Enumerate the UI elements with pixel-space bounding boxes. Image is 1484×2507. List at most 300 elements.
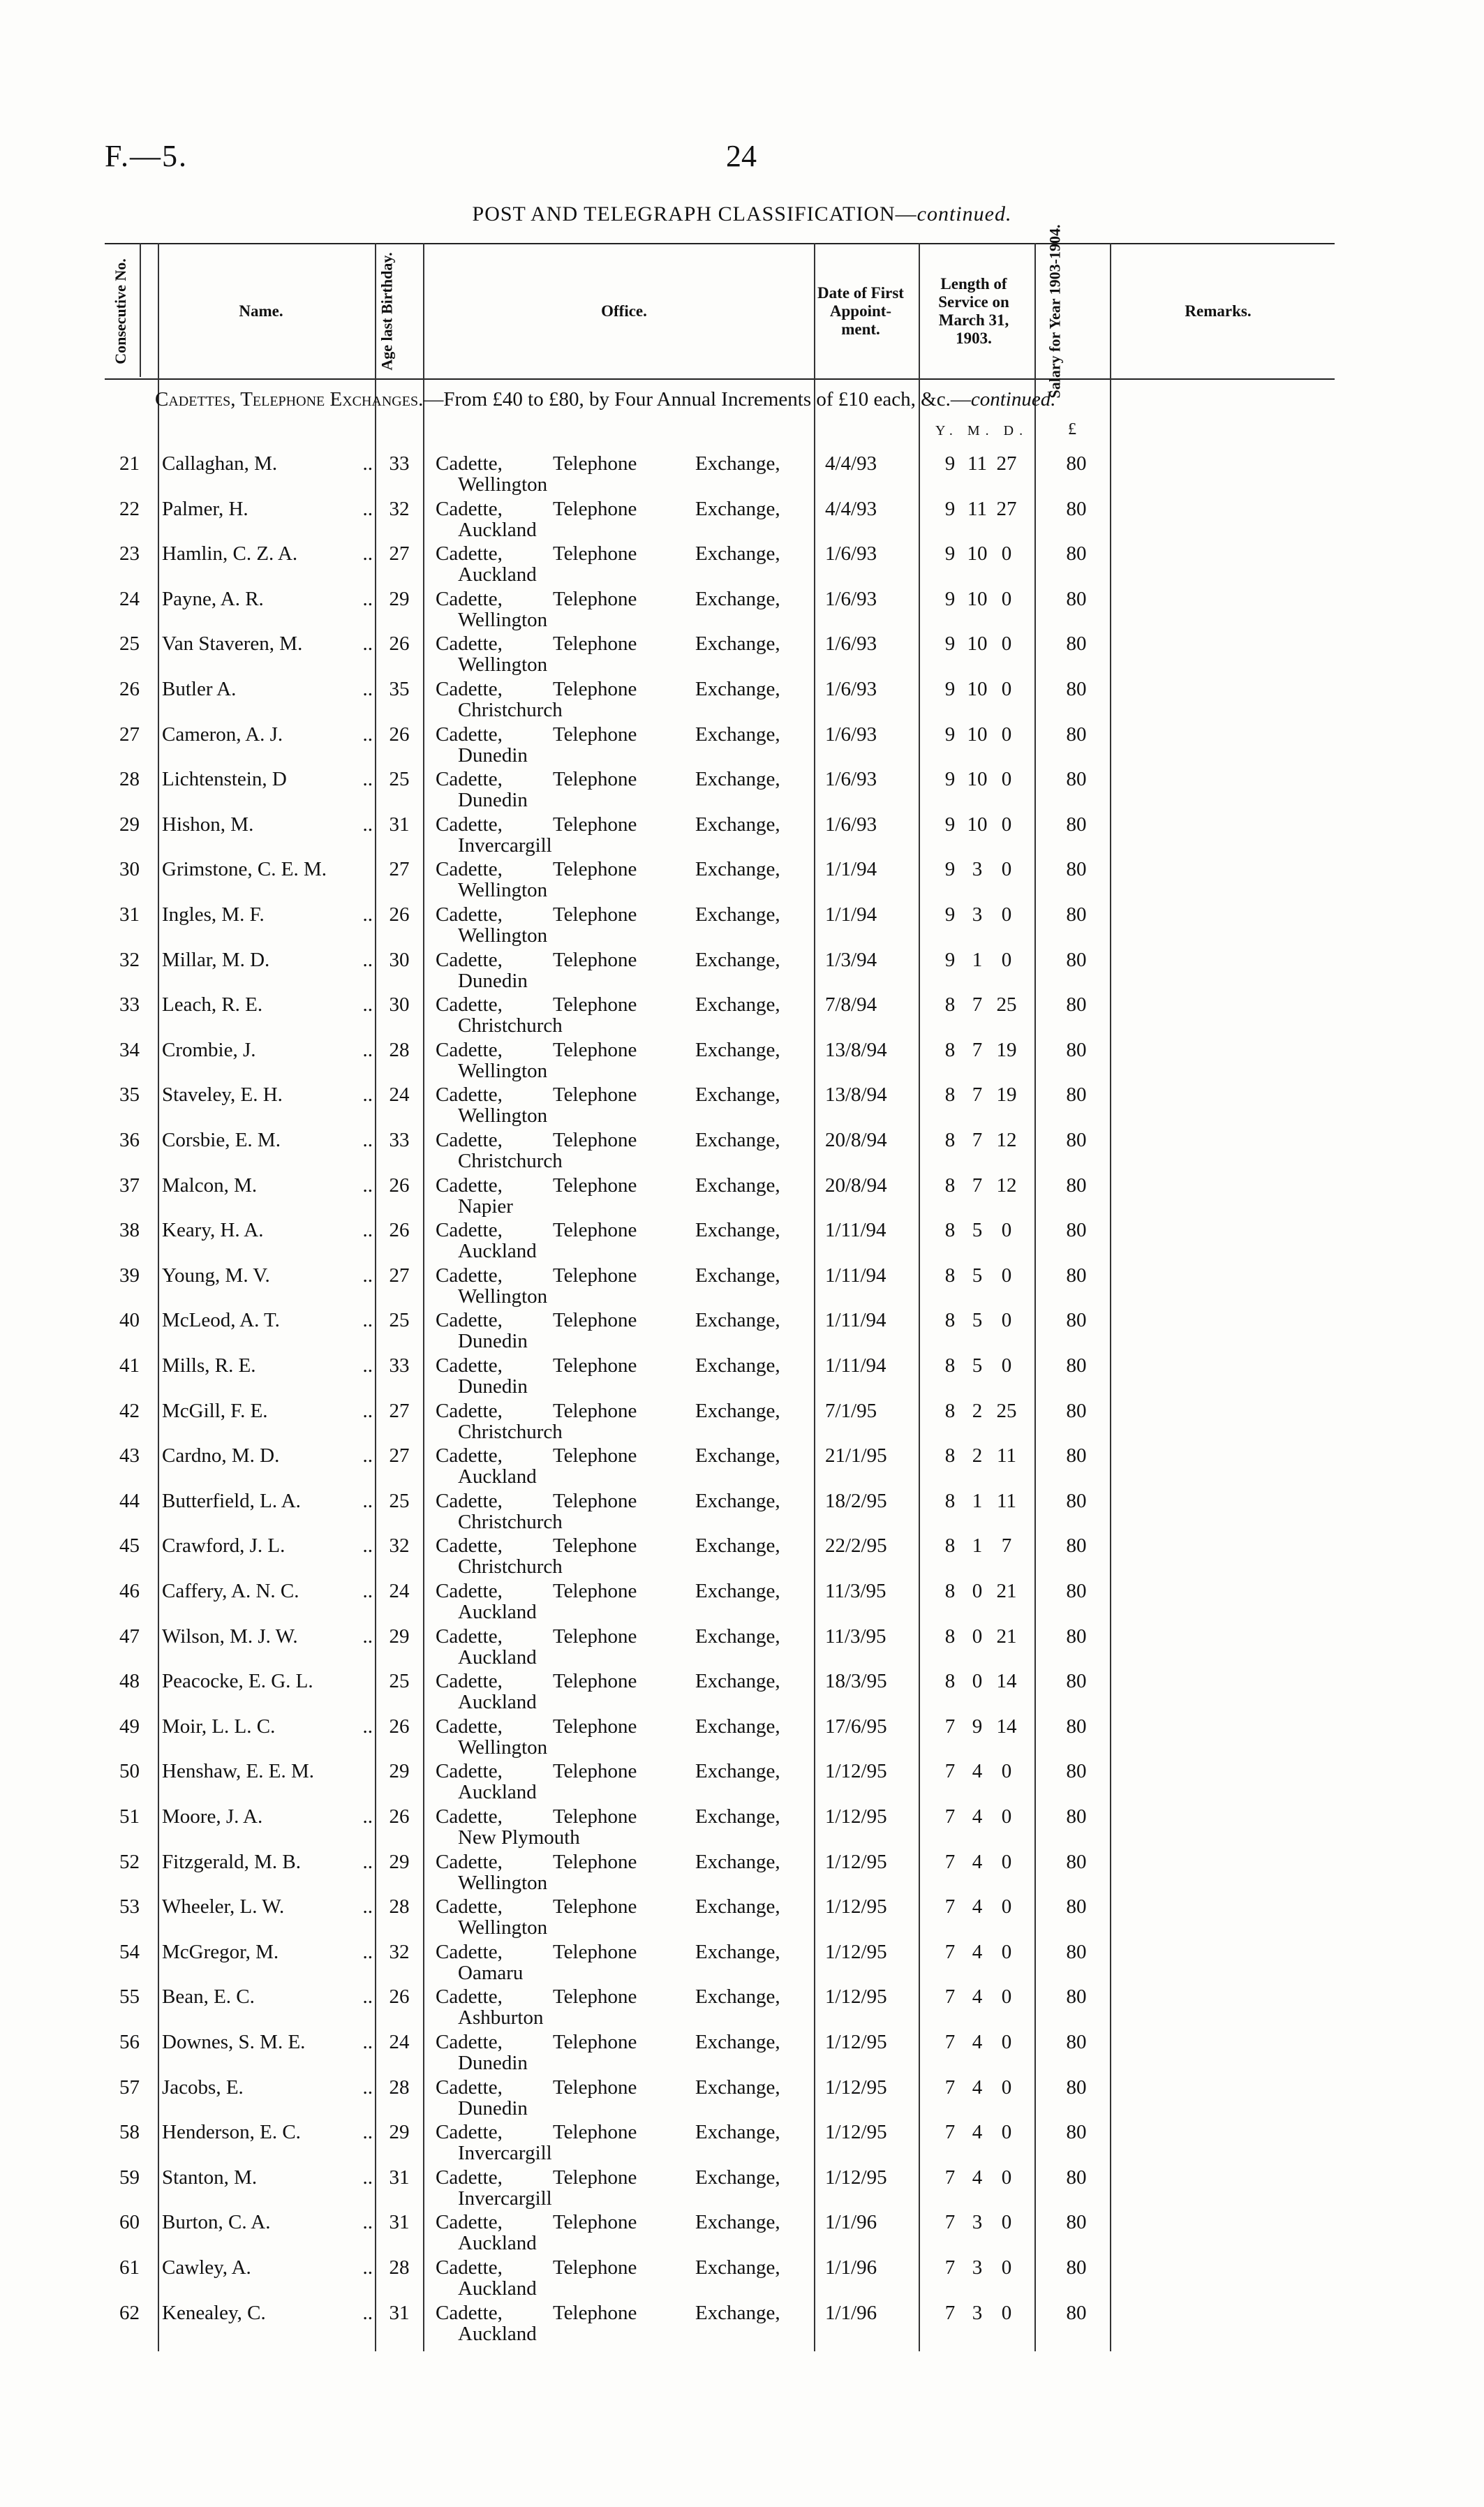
service-days: 0	[1001, 2256, 1012, 2279]
employee-name: Stanton, M.	[162, 2166, 258, 2189]
appointment-date: 1/1/94	[825, 858, 877, 881]
office-word: Exchange,	[695, 1354, 780, 1377]
office-word: Exchange,	[695, 2031, 780, 2053]
salary: 80	[1066, 1985, 1087, 2009]
employee-name: Wheeler, L. W.	[162, 1895, 285, 1918]
section-heading	[155, 388, 1055, 411]
leader-dots: ..	[362, 1038, 373, 1061]
service-years: 9	[944, 903, 956, 926]
row-number: 39	[119, 1264, 140, 1287]
age: 26	[389, 723, 410, 746]
service-months: 5	[972, 1354, 983, 1377]
employee-name: Downes, S. M. E.	[162, 2031, 306, 2053]
service-days: 0	[1001, 1850, 1012, 1873]
office-city: Wellington	[458, 924, 548, 947]
service-years: 8	[944, 1354, 956, 1377]
salary: 80	[1066, 1399, 1087, 1422]
service-days: 21	[996, 1580, 1017, 1602]
row-number: 37	[119, 1174, 140, 1197]
office-word: Exchange,	[695, 452, 780, 475]
office-word: Telephone	[553, 587, 637, 610]
service-days: 0	[1001, 1760, 1012, 1783]
age: 24	[389, 1580, 410, 1602]
salary: 80	[1066, 1174, 1087, 1197]
table-row	[0, 1851, 1484, 1895]
employee-name: Butler A.	[162, 678, 237, 700]
service-years: 9	[944, 678, 956, 700]
service-days: 0	[1001, 1895, 1012, 1918]
office-city: Auckland	[458, 1691, 537, 1714]
employee-name: Cardno, M. D.	[162, 1444, 280, 1467]
row-number: 58	[119, 2121, 140, 2144]
employee-name: Caffery, A. N. C.	[162, 1580, 299, 1602]
leader-dots: ..	[362, 2031, 373, 2053]
service-days: 0	[1001, 858, 1012, 881]
office-city: Wellington	[458, 1736, 548, 1759]
row-number: 42	[119, 1399, 140, 1422]
office-word: Exchange,	[695, 768, 780, 791]
row-number: 54	[119, 1940, 140, 1963]
service-months: 5	[972, 1309, 983, 1332]
office-word: Exchange,	[695, 1219, 780, 1242]
service-years: 7	[944, 2301, 956, 2324]
office-word: Cadette,	[436, 1534, 503, 1558]
row-number: 55	[119, 1985, 140, 2009]
service-days: 0	[1001, 587, 1012, 610]
row-number: 38	[119, 1219, 140, 1242]
row-number: 29	[119, 813, 140, 836]
office-city: Dunedin	[458, 744, 528, 767]
leader-dots: ..	[362, 1534, 373, 1558]
service-years: 7	[944, 1895, 956, 1918]
service-months: 4	[972, 2166, 983, 2189]
service-months: 10	[967, 723, 988, 746]
service-years: 8	[944, 1309, 956, 1332]
office-word: Cadette,	[436, 1354, 503, 1377]
age: 26	[389, 1715, 410, 1738]
appointment-date: 1/12/95	[825, 1805, 887, 1828]
salary: 80	[1066, 633, 1087, 656]
employee-name: Keary, H. A.	[162, 1219, 264, 1242]
service-years: 8	[944, 1444, 956, 1467]
office-city: Wellington	[458, 1059, 548, 1082]
leader-dots: ..	[362, 1580, 373, 1602]
office-city: Christchurch	[458, 1555, 563, 1578]
office-word: Telephone	[553, 1084, 637, 1107]
service-days: 0	[1001, 2301, 1012, 2324]
age: 30	[389, 948, 410, 971]
table-row	[0, 1985, 1484, 2030]
office-city: Christchurch	[458, 1510, 563, 1533]
service-months: 1	[972, 948, 983, 971]
leader-dots: ..	[362, 1219, 373, 1242]
office-city: Auckland	[458, 563, 537, 586]
salary: 80	[1066, 948, 1087, 971]
office-word: Cadette,	[436, 2301, 503, 2324]
office-word: Telephone	[553, 1760, 637, 1783]
age: 30	[389, 993, 410, 1016]
page-title	[0, 202, 1484, 226]
service-months: 10	[967, 678, 988, 700]
table-row	[0, 1490, 1484, 1534]
appointment-date: 4/4/93	[825, 452, 877, 475]
header-office: Office.	[601, 302, 647, 320]
office-word: Telephone	[553, 1895, 637, 1918]
appointment-date: 1/6/93	[825, 723, 877, 746]
office-word: Exchange,	[695, 542, 780, 565]
salary: 80	[1066, 2076, 1087, 2099]
row-number: 25	[119, 633, 140, 656]
appointment-date: 1/12/95	[825, 1850, 887, 1873]
office-word: Cadette,	[436, 2031, 503, 2053]
table-row	[0, 2076, 1484, 2121]
age: 24	[389, 1084, 410, 1107]
office-city: Invercargill	[458, 2142, 552, 2165]
salary: 80	[1066, 1129, 1087, 1151]
office-word: Cadette,	[436, 1760, 503, 1783]
table-row	[0, 2211, 1484, 2256]
salary: 80	[1066, 1625, 1087, 1648]
salary: 80	[1066, 1219, 1087, 1242]
service-months: 4	[972, 2121, 983, 2144]
office-word: Telephone	[553, 1174, 637, 1197]
appointment-date: 20/8/94	[825, 1129, 887, 1151]
service-months: 11	[967, 452, 987, 475]
appointment-date: 18/2/95	[825, 1489, 887, 1512]
service-days: 0	[1001, 768, 1012, 791]
office-word: Exchange,	[695, 993, 780, 1016]
service-days: 21	[996, 1625, 1017, 1648]
office-word: Cadette,	[436, 1625, 503, 1648]
leader-dots: ..	[362, 948, 373, 971]
appointment-date: 1/6/93	[825, 633, 877, 656]
employee-name: Millar, M. D.	[162, 948, 270, 971]
leader-dots: ..	[362, 723, 373, 746]
service-days: 14	[996, 1670, 1017, 1693]
leader-dots: ..	[362, 2301, 373, 2324]
appointment-date: 1/11/94	[825, 1354, 886, 1377]
office-city: Auckland	[458, 1601, 537, 1623]
service-months: 1	[972, 1489, 983, 1512]
service-days: 19	[996, 1084, 1017, 1107]
office-word: Exchange,	[695, 2301, 780, 2324]
service-days: 0	[1001, 2166, 1012, 2189]
header-salary: Salary for Year 1903-1904.	[1046, 224, 1063, 399]
service-years: 7	[944, 1805, 956, 1828]
office-word: Exchange,	[695, 1985, 780, 2009]
office-word: Cadette,	[436, 678, 503, 700]
office-word: Cadette,	[436, 813, 503, 836]
appointment-date: 18/3/95	[825, 1670, 887, 1693]
leader-dots: ..	[362, 1264, 373, 1287]
salary: 80	[1066, 1084, 1087, 1107]
section-suffix: continued.	[970, 388, 1056, 411]
office-city: Dunedin	[458, 789, 528, 812]
service-days: 0	[1001, 813, 1012, 836]
leader-dots: ..	[362, 497, 373, 520]
appointment-date: 1/6/93	[825, 587, 877, 610]
appointment-date: 1/12/95	[825, 2166, 887, 2189]
row-number: 57	[119, 2076, 140, 2099]
table-row	[0, 1760, 1484, 1805]
office-word: Cadette,	[436, 1219, 503, 1242]
office-word: Telephone	[553, 1940, 637, 1963]
salary: 80	[1066, 858, 1087, 881]
row-number: 28	[119, 768, 140, 791]
salary: 80	[1066, 452, 1087, 475]
age: 31	[389, 2211, 410, 2234]
row-number: 60	[119, 2211, 140, 2234]
appointment-date: 1/12/95	[825, 1940, 887, 1963]
service-days: 0	[1001, 1805, 1012, 1828]
age: 29	[389, 2121, 410, 2144]
row-number: 41	[119, 1354, 140, 1377]
office-word: Telephone	[553, 1489, 637, 1512]
employee-name: Lichtenstein, D	[162, 768, 287, 791]
employee-name: Hamlin, C. Z. A.	[162, 542, 298, 565]
service-months: 2	[972, 1399, 983, 1422]
office-city: New Plymouth	[458, 1826, 580, 1849]
office-city: Christchurch	[458, 699, 563, 721]
office-word: Cadette,	[436, 2211, 503, 2234]
office-city: Christchurch	[458, 1014, 563, 1037]
age: 29	[389, 587, 410, 610]
office-city: Wellington	[458, 879, 548, 902]
service-days: 0	[1001, 948, 1012, 971]
service-years: 9	[944, 452, 956, 475]
service-years: 8	[944, 1534, 956, 1558]
office-word: Telephone	[553, 1580, 637, 1602]
table-row	[0, 1174, 1484, 1219]
row-number: 52	[119, 1850, 140, 1873]
service-days: 0	[1001, 2031, 1012, 2053]
office-city: Dunedin	[458, 2096, 528, 2120]
appointment-date: 1/12/95	[825, 2031, 887, 2053]
row-number: 36	[119, 1129, 140, 1151]
employee-name: Hishon, M.	[162, 813, 254, 836]
office-word: Telephone	[553, 1625, 637, 1648]
office-word: Exchange,	[695, 497, 780, 520]
age: 28	[389, 2076, 410, 2099]
employee-name: Van Staveren, M.	[162, 633, 303, 656]
service-days: 0	[1001, 542, 1012, 565]
age: 33	[389, 1354, 410, 1377]
leader-dots: ..	[362, 1489, 373, 1512]
salary: 80	[1066, 1715, 1087, 1738]
office-word: Telephone	[553, 903, 637, 926]
office-word: Exchange,	[695, 1264, 780, 1287]
office-city: Christchurch	[458, 1420, 563, 1443]
office-word: Exchange,	[695, 1940, 780, 1963]
office-city: Christchurch	[458, 1150, 563, 1172]
salary: 80	[1066, 1534, 1087, 1558]
service-years: 7	[944, 2031, 956, 2053]
employee-name: Mills, R. E.	[162, 1354, 256, 1377]
employee-name: McGregor, M.	[162, 1940, 279, 1963]
appointment-date: 13/8/94	[825, 1038, 887, 1061]
section-title: Cadettes, Telephone Exchanges.	[155, 388, 424, 411]
employee-name: Cawley, A.	[162, 2256, 251, 2279]
office-word: Cadette,	[436, 1850, 503, 1873]
service-days: 25	[996, 993, 1017, 1016]
service-days: 14	[996, 1715, 1017, 1738]
table-row	[0, 2031, 1484, 2076]
leader-dots: ..	[362, 1084, 373, 1107]
appointment-date: 1/12/95	[825, 1760, 887, 1783]
office-word: Exchange,	[695, 1805, 780, 1828]
row-number: 30	[119, 858, 140, 881]
table-row	[0, 1219, 1484, 1264]
table-row	[0, 542, 1484, 587]
employee-name: Wilson, M. J. W.	[162, 1625, 298, 1648]
row-number: 51	[119, 1805, 140, 1828]
service-months: 5	[972, 1219, 983, 1242]
office-word: Exchange,	[695, 1038, 780, 1061]
service-years: 7	[944, 1985, 956, 2009]
office-word: Cadette,	[436, 1129, 503, 1151]
age: 27	[389, 542, 410, 565]
service-years: 8	[944, 1219, 956, 1242]
appointment-date: 1/6/93	[825, 813, 877, 836]
office-word: Cadette,	[436, 1805, 503, 1828]
service-years: 9	[944, 497, 956, 520]
appointment-date: 1/1/96	[825, 2211, 877, 2234]
leader-dots: ..	[362, 1309, 373, 1332]
office-word: Exchange,	[695, 2211, 780, 2234]
service-days: 0	[1001, 1264, 1012, 1287]
office-word: Telephone	[553, 1805, 637, 1828]
employee-name: Palmer, H.	[162, 497, 248, 520]
row-number: 53	[119, 1895, 140, 1918]
row-number: 34	[119, 1038, 140, 1061]
leader-dots: ..	[362, 2256, 373, 2279]
office-word: Exchange,	[695, 1895, 780, 1918]
service-months: 4	[972, 2076, 983, 2099]
office-word: Exchange,	[695, 723, 780, 746]
age: 27	[389, 1399, 410, 1422]
office-city: Wellington	[458, 653, 548, 676]
office-word: Cadette,	[436, 1715, 503, 1738]
service-years: 9	[944, 542, 956, 565]
service-months: 2	[972, 1444, 983, 1467]
office-word: Exchange,	[695, 678, 780, 700]
office-city: Auckland	[458, 1465, 537, 1488]
office-word: Telephone	[553, 2031, 637, 2053]
office-city: Wellington	[458, 1871, 548, 1894]
office-city: Auckland	[458, 1646, 537, 1669]
office-word: Exchange,	[695, 1489, 780, 1512]
service-days: 0	[1001, 1309, 1012, 1332]
office-word: Exchange,	[695, 1670, 780, 1693]
service-months: 11	[967, 497, 987, 520]
salary: 80	[1066, 1760, 1087, 1783]
row-number: 56	[119, 2031, 140, 2053]
salary: 80	[1066, 2166, 1087, 2189]
row-number: 48	[119, 1670, 140, 1693]
service-days: 12	[996, 1174, 1017, 1197]
appointment-date: 21/1/95	[825, 1444, 887, 1467]
office-city: Dunedin	[458, 1375, 528, 1398]
salary: 80	[1066, 587, 1087, 610]
office-word: Cadette,	[436, 587, 503, 610]
office-word: Telephone	[553, 633, 637, 656]
table-row	[0, 903, 1484, 948]
table-row	[0, 813, 1484, 858]
salary: 80	[1066, 678, 1087, 700]
office-city: Dunedin	[458, 1330, 528, 1353]
appointment-date: 20/8/94	[825, 1174, 887, 1197]
leader-dots: ..	[362, 678, 373, 700]
employee-name: Ingles, M. F.	[162, 903, 265, 926]
office-word: Exchange,	[695, 858, 780, 881]
employee-name: Kenealey, C.	[162, 2301, 266, 2324]
appointment-date: 1/1/94	[825, 903, 877, 926]
office-city: Wellington	[458, 1285, 548, 1308]
office-city: Invercargill	[458, 2187, 552, 2210]
office-word: Telephone	[553, 1399, 637, 1422]
office-word: Cadette,	[436, 633, 503, 656]
service-days: 0	[1001, 2076, 1012, 2099]
appointment-date: 22/2/95	[825, 1534, 887, 1558]
appointment-date: 1/12/95	[825, 1895, 887, 1918]
service-months: 4	[972, 1985, 983, 2009]
office-word: Exchange,	[695, 948, 780, 971]
service-years: 8	[944, 1580, 956, 1602]
employee-name: Callaghan, M.	[162, 452, 278, 475]
service-years: 8	[944, 1670, 956, 1693]
appointment-date: 1/1/96	[825, 2256, 877, 2279]
age: 29	[389, 1625, 410, 1648]
service-years: 8	[944, 1129, 956, 1151]
service-years: 9	[944, 587, 956, 610]
employee-name: Leach, R. E.	[162, 993, 263, 1016]
employee-name: Moir, L. L. C.	[162, 1715, 276, 1738]
service-days: 11	[997, 1489, 1016, 1512]
office-word: Cadette,	[436, 1399, 503, 1422]
office-word: Exchange,	[695, 1129, 780, 1151]
office-word: Telephone	[553, 542, 637, 565]
service-days: 7	[1001, 1534, 1012, 1558]
office-city: Auckland	[458, 1240, 537, 1263]
office-word: Telephone	[553, 497, 637, 520]
office-city: Napier	[458, 1195, 513, 1218]
service-months: 5	[972, 1264, 983, 1287]
appointment-date: 7/1/95	[825, 1399, 877, 1422]
office-word: Exchange,	[695, 587, 780, 610]
header-age: Age last Birthday.	[378, 252, 396, 371]
service-months: 3	[972, 2256, 983, 2279]
header-consecutive: Consecutive No.	[112, 258, 130, 364]
service-years: 9	[944, 858, 956, 881]
leader-dots: ..	[362, 1354, 373, 1377]
salary: 80	[1066, 542, 1087, 565]
employee-name: Cameron, A. J.	[162, 723, 283, 746]
age: 27	[389, 1264, 410, 1287]
salary: 80	[1066, 2211, 1087, 2234]
service-years: 7	[944, 2256, 956, 2279]
salary: 80	[1066, 1580, 1087, 1602]
leader-dots: ..	[362, 813, 373, 836]
table-row	[0, 949, 1484, 993]
office-word: Exchange,	[695, 1399, 780, 1422]
service-days: 11	[997, 1444, 1016, 1467]
row-number: 27	[119, 723, 140, 746]
office-word: Telephone	[553, 2301, 637, 2324]
appointment-date: 1/6/93	[825, 678, 877, 700]
employee-name: Peacocke, E. G. L.	[162, 1670, 313, 1693]
service-months: 7	[972, 1038, 983, 1061]
salary: 80	[1066, 1850, 1087, 1873]
